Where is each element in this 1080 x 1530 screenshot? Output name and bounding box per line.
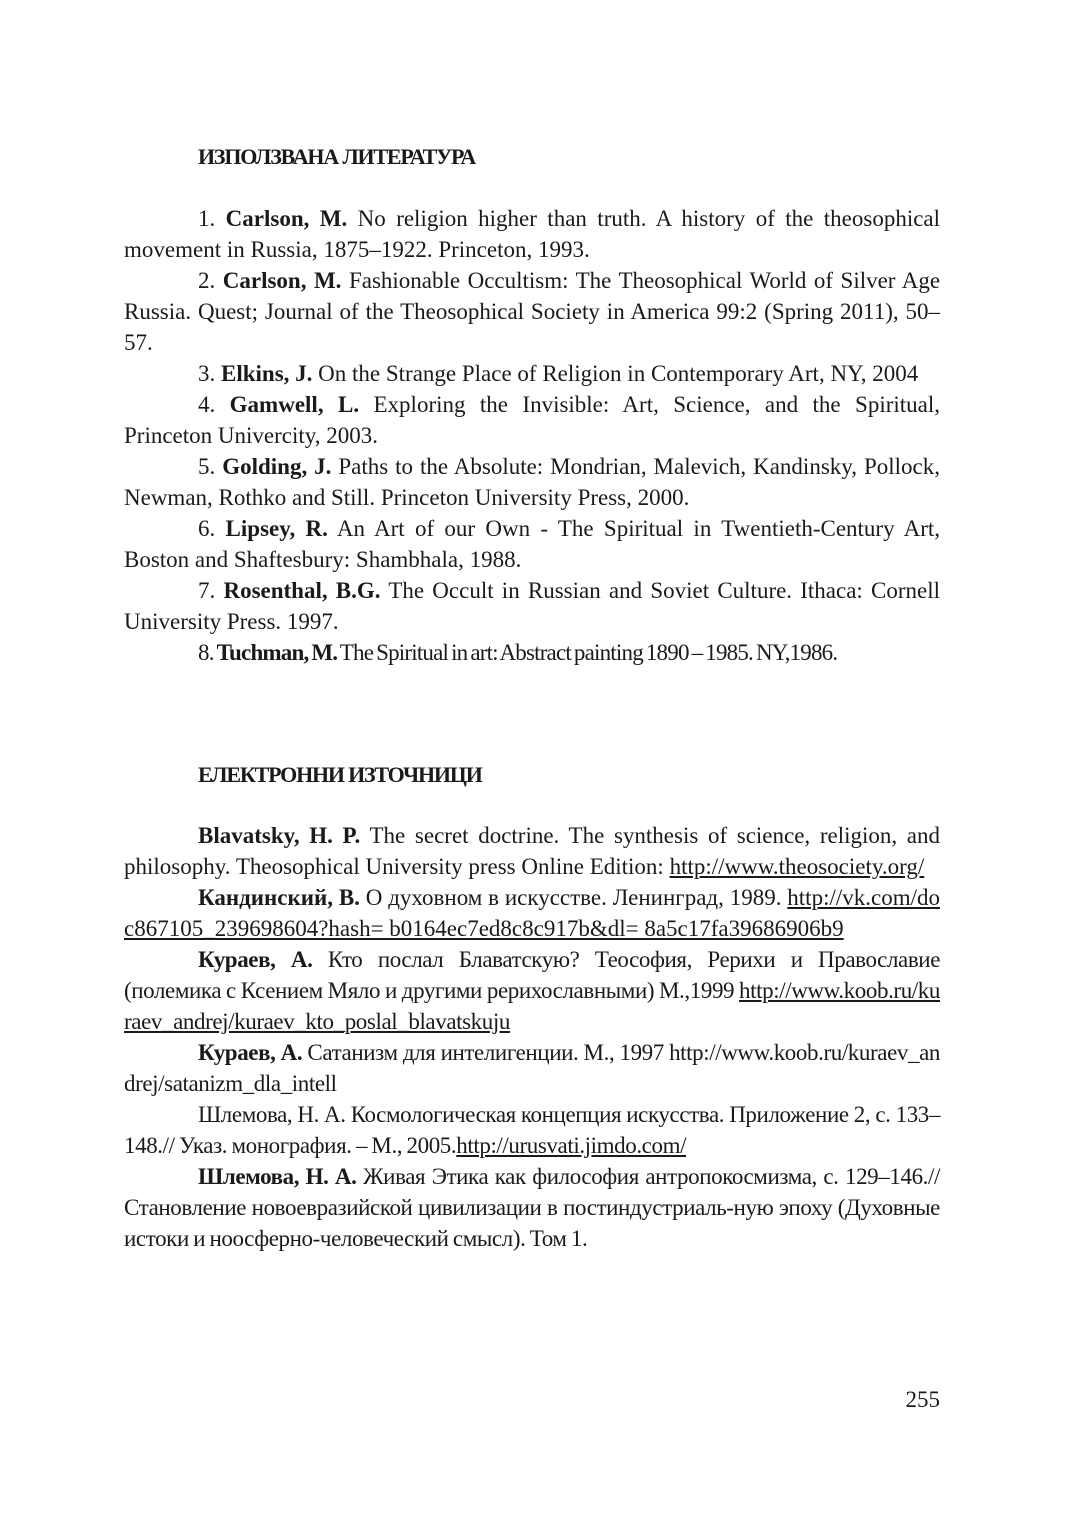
electronic-sources-list [124,820,940,1254]
reference-number: 5. [198,454,216,479]
reference-author: Lipsey, R. [225,516,328,541]
reference-number: 4. [198,392,216,417]
source-entry [124,1161,940,1254]
source-entry [124,1099,940,1161]
reference-text: No religion higher than truth. A history of the theosophical movement in Russia, 1875–1922. Princeton, 1993. [124,206,941,262]
electronic-sources-heading: ЕЛЕКТРОННИ ИЗТОЧНИЦИ [198,762,482,787]
reference-author: Golding, J. [222,454,332,479]
reference-number: 2. [198,268,216,293]
source-text: Живая Этика как философия антропокосмизма, с. 129–146.//Становление новоевразийской цивилизации в постиндустриаль-ную эпоху (Духовные истоки и ноосферно-человеческий смысл). Том 1. [124,1164,941,1251]
reference-entry [124,358,940,389]
reference-entry [124,389,940,451]
source-link[interactable]: http://www.theosociety.org/ [669,854,925,879]
source-entry [124,944,940,1037]
source-author: Blavatsky, H. P. [198,823,361,848]
reference-text: On the Strange Place of Religion in Contemporary Art, NY, 2004 [318,361,919,386]
reference-number: 3. [198,361,216,386]
source-author: Кандинский, В. [198,885,360,910]
source-author: Кураев, А. [198,1040,303,1065]
reference-author: Elkins, J. [221,361,313,386]
reference-entry [124,513,940,575]
reference-author: Carlson, M. [222,268,342,293]
reference-entry [124,451,940,513]
reference-text: Exploring the Invisible: Art, Science, and the Spiritual, Princeton Univercity, 2003. [124,392,941,448]
reference-text: Fashionable Occultism: The Theosophical World of Silver Age Russia. Quest; Journal of the Theosophical Society in America 99:2 (Spring 2011), 50–57. [124,268,941,355]
reference-entry [124,265,940,358]
reference-author: Rosenthal, B.G. [223,578,381,603]
source-text: The secret doctrine. The synthesis of science, religion, and philosophy. Theosophical University press Online Edition: [124,823,940,879]
reference-author: Carlson, M. [225,206,348,231]
source-entry [124,1037,940,1099]
source-link[interactable]: http://www.koob.ru/kuraev_andrej/kuraev_kto_poslal_blavatskuju [124,978,940,1034]
reference-text: Paths to the Absolute: Mondrian, Malevich, Kandinsky, Pollock, Newman, Rothko and Still. Princeton University Press, 2000. [124,454,940,510]
reference-entry [124,575,940,637]
source-text: Шлемова, Н. А. Космологическая концепция искусства. Приложение 2, с. 133–148.// Указ. монография. – М., 2005. [124,1102,940,1158]
source-text: Кто послал Блаватскую? Теософия, Рерихи и Православие (полемика с Ксением Мяло и другими рерихославными) М.,1999 [124,947,941,1003]
source-link[interactable]: http://vk.com/doc867105_239698604?hash= b0164ec7ed8c8c917b&dl= 8a5c17fa39686906b9 [124,885,940,941]
source-author: Кураев, А. [198,947,313,972]
source-text: О духовном в искусстве. Ленинград, 1989. [365,885,782,910]
reference-entry [124,203,940,265]
reference-author: Tuchman, M. [216,640,338,665]
source-entry [124,882,940,944]
page-number: 255 [905,1387,940,1412]
reference-text: The Occult in Russian and Soviet Culture. Ithaca: Cornell University Press. 1997. [124,578,941,634]
reference-author: Gamwell, L. [229,392,360,417]
source-author: Шлемова, Н. А. [198,1164,357,1189]
reference-number: 7. [198,578,216,603]
reference-number: 8. [198,640,214,665]
reference-number: 1. [198,206,216,231]
source-text: Сатанизм для интелигенции. М., 1997 http://www.koob.ru/kuraev_andrej/satanizm_dla_intell [124,1040,940,1096]
document-page [124,0,940,1530]
literature-heading: ИЗПОЛЗВАНА ЛИТЕРАТУРА [198,144,476,169]
reference-number: 6. [198,516,216,541]
source-entry [124,820,940,882]
reference-text: An Art of our Own - The Spiritual in Twentieth-Century Art, Boston and Shaftesbury: Shambhala, 1988. [124,516,941,572]
source-link[interactable]: http://urusvati.jimdo.com/ [456,1133,687,1158]
literature-list [124,203,940,668]
reference-text: The Spiritual in art: Abstract painting 1890 – 1985. NY,1986. [339,640,838,665]
reference-entry [124,637,940,668]
